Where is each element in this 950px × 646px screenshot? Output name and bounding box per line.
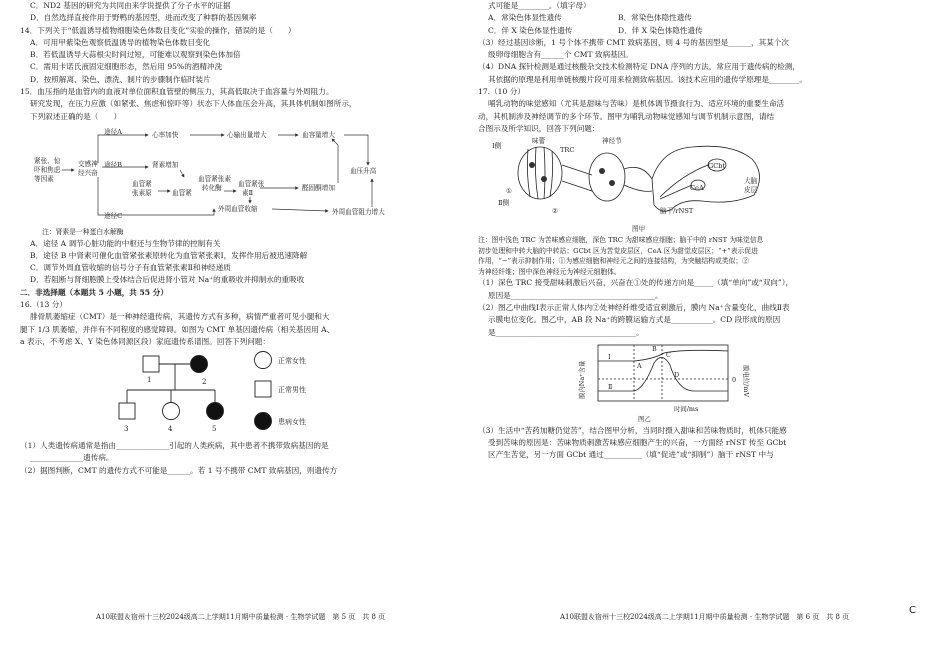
- blood-pressure-mechanism-diagram: [32, 123, 432, 227]
- left-page: [20, 0, 480, 646]
- x-axis-label: 时间/ms: [674, 404, 699, 413]
- side-2-label: Ⅱ侧: [498, 199, 510, 208]
- legend-female-symbol: [255, 352, 272, 369]
- q14-option-b: B．若低温诱导大蒜根尖时间过短，可能难以观察到染色体加倍: [30, 50, 241, 60]
- q15-option-a: A．途径 A 调节心脏功能的中枢还与生物节律的控制有关: [30, 238, 221, 248]
- q16-option-b: B．常染色体隐性遗传: [618, 13, 692, 23]
- q17-sub2-b: 示膜电位变化。图乙中，AB 段 Na⁺的跨膜运输方式是___________。CD 段形成的原因: [488, 315, 781, 325]
- q16-sub3-b: 级卵母细胞含有______个 CMT 致病基因。: [488, 50, 633, 60]
- legend-affected-label: 患病女性: [278, 418, 306, 427]
- heart-rate-node: 心率加快: [152, 130, 179, 139]
- q16-sub4-a: （4）DNA 探针检测是通过核酸杂交技术检测特定 DNA 序列的方法，常应用于遗传病的检测，: [478, 62, 800, 72]
- vasoconstriction-node: 外周血管收缩: [218, 204, 258, 213]
- q17-para-3: 合图示及所学知识，回答下列问题：: [478, 123, 600, 133]
- q17-sub3-a: （3）生活中“苦药加糖仍觉苦”，结合图甲分析，当同时摄入甜味和苦味物质时，机体只能感: [478, 425, 787, 435]
- aldosterone-node: 醛固酮增加: [302, 183, 335, 192]
- q17-para-1: 哺乳动物的味觉感知（尤其是甜味与苦味）是机体调节摄食行为、适应环境的重要生命活: [488, 99, 785, 109]
- stimulus-label-3: 等因素: [34, 174, 54, 183]
- arrow-route-a: [98, 135, 148, 163]
- curve-ii-label: Ⅱ: [608, 382, 613, 391]
- q17-note-4: 为神经纤维；图中深色神经元为神经元细胞体。: [478, 267, 621, 276]
- ganglion-neuron: [609, 180, 615, 186]
- q17-sub1-a: （1）深色 TRC 接受甜味刺激后兴奋，兴奋在①处的传递方向是_____（填“单向”或“双向”），: [478, 278, 794, 288]
- legend-male-symbol: [255, 381, 271, 397]
- q16-sub4-b: 其依据的原理是利用单链核酸片段可用来检测致病基因。该技术应用的遗传学原理是________。: [488, 74, 807, 84]
- q17-para-2: 动，其机制涉及神经调节的多个环节。图甲为哺乳动物味觉感知与调节机制示意图，请结: [478, 111, 775, 121]
- blood-volume-node: 血容量增大: [302, 130, 335, 139]
- pedigree-individual-3: [119, 403, 135, 419]
- q16-sub3-a: （3）经过基因诊断，1 号个体不携带 CMT 致病基因，则 4 号的基因型是______，其某个次: [478, 37, 789, 47]
- fiber-marker-2: ②: [552, 207, 558, 216]
- taste-pathway-figure: [492, 135, 792, 235]
- q13-option-d: D．自然选择直接作用于野鸭的基因型，进而改变了种群的基因频率: [30, 13, 257, 23]
- ganglion-shape: [589, 153, 625, 201]
- q17-note-1: 注：图中浅色 TRC 为苦味感应细胞，深色 TRC 为甜味感应细胞；脑干中的 rNST 为味觉信息: [478, 236, 764, 245]
- angiotensinogen-label-1: 血管紧: [132, 179, 152, 188]
- q15-stem-2: 研究发现，在压力应激（如紧张、焦虑和惊吓等）状态下人体血压会升高，其具体机制如图所示，: [30, 99, 357, 109]
- stimulus-label-2: 吓和焦虑: [34, 165, 61, 174]
- ganglion-neuron: [599, 168, 605, 174]
- q15-option-c: C．调节外周血管收缩的信号分子有血管紧张素Ⅱ和神经递质: [30, 263, 231, 273]
- pedigree-individual-1: [143, 356, 159, 372]
- q17-sub3-c: 区产生苦觉，另一方面 GCbt 通过__________（填“促进”或“抑制”）脑干 rNST 中与: [488, 450, 774, 460]
- legend-affected-symbol: [255, 413, 272, 430]
- q15-option-d: D．若阻断与肾细胞膜上受体结合后促进肾小管对 Na⁺的重吸收并抑制水的重吸收: [30, 275, 305, 285]
- right-page: [478, 0, 938, 646]
- point-c-label: C: [666, 350, 671, 359]
- legend-female-label: 正常女性: [278, 357, 306, 366]
- angiotensin-1-node: 血管紧: [172, 188, 192, 197]
- taste-bud-shape: [518, 147, 562, 199]
- q16-sub1-a: （1）人类遗传病通常是指由______________引起的人类疾病，其中患者不携带致病基因的是: [20, 441, 329, 451]
- y-left-label: 膜内Na⁺含量: [578, 360, 586, 399]
- q17-sub2-a: （2）图乙中曲线Ⅰ表示正常人体内②处神经纤维受适宜刺激后，膜内 Na⁺含量变化，曲线Ⅱ表: [478, 302, 790, 312]
- pedigree-individual-2: [191, 356, 208, 373]
- q16-options-row-2: [478, 25, 938, 37]
- sympathetic-label-2: 经兴奋: [78, 168, 98, 177]
- q17-heading: 17.（10 分）: [478, 87, 525, 97]
- arrow-aldo-volume: [332, 139, 338, 183]
- q16-cont: 式可能是________。（填字母）: [488, 1, 591, 10]
- taste-receptor-cells: [527, 147, 552, 199]
- q17-sub2-c: 是_____________________________________。: [488, 327, 644, 337]
- sweet-trc-cell: [529, 162, 535, 168]
- q16-sub2: （2）据图判断，CMT 的遗传方式不可能是______。若 1 号不携带 CMT 致病基因，则遗传方: [20, 465, 338, 475]
- q17-sub3-b: 受到苦味的原因是：苦味物质刺激苦味感应细胞产生的兴奋，一方面经 rNST 传至 GCbt: [488, 438, 787, 448]
- ganglion-label: 神经节: [602, 137, 622, 146]
- angiotensin-2-label-2: 素Ⅱ: [242, 188, 254, 197]
- figure-b-caption: 图乙: [638, 414, 651, 423]
- left-footer: A10联盟＆宿州十三校2024级高二上学期11月期中质量检测 · 生物学试题 第 5 页 共 8 页: [96, 613, 386, 621]
- bp-rise-node: 血压升高: [350, 166, 377, 175]
- resistance-node: 外周血管阻力增大: [332, 207, 385, 216]
- cardiac-output-node: 心输出量增大: [227, 130, 267, 139]
- cortex-label-1: 大脑: [744, 177, 758, 186]
- q16-sub1-b: ______________遗传病。: [30, 453, 114, 463]
- y-right-label: 膜电位/mV: [742, 364, 750, 397]
- point-b-label: B: [652, 344, 657, 353]
- arrow-renin: [180, 170, 184, 177]
- q14-stem: 14．下列关于“低温诱导植物细胞染色体数目变化”实验的操作，错误的是（ ）: [20, 25, 296, 35]
- pedigree-chart: [20, 348, 460, 440]
- q14-option-d: D．按照解离、染色、漂洗、制片的步骤制作临时装片: [30, 74, 211, 84]
- ace-label-1: 血管紧张素: [198, 174, 231, 183]
- taste-nerve-fibers: [562, 165, 592, 191]
- sweet-trc-cell: [541, 176, 547, 182]
- cortex-label-2: 皮层: [744, 186, 758, 195]
- ganglion-projections: [624, 168, 652, 192]
- angiotensin-2-label-1: 血管紧张: [238, 179, 265, 188]
- q16-option-c: C．伴 X 染色体显性遗传: [488, 25, 573, 35]
- q17-note-3: 作用，“−”表示抑制作用；①为感应细胞和神经元之间的连接结构，为突触结构或类似；②: [478, 257, 749, 266]
- q16-para-1: 腓骨肌萎缩症（CMT）是一种神经遗传病，其遗传方式有多种，病情严重者可见小腿和大: [30, 312, 330, 322]
- q14-option-c: C．需用卡诺氏液固定细胞形态，然后用 95%的酒精冲洗: [30, 62, 223, 72]
- stimulus-label-1: 紧张、惊: [34, 156, 61, 165]
- brainstem-label: 脑干/rNST: [660, 207, 694, 216]
- q16-option-a: A．常染色体显性遗传: [488, 13, 562, 23]
- route-b-label: 途径B: [104, 160, 123, 169]
- arrow-vaso-resistance: [272, 209, 328, 211]
- curve-i-label: Ⅰ: [608, 352, 611, 361]
- pedigree-label-2: 2: [202, 378, 207, 387]
- arrow-route-c: [98, 177, 214, 215]
- sympathetic-label-1: 交感神: [78, 159, 98, 168]
- brain-pathways: [660, 165, 708, 199]
- point-d-label: D: [674, 370, 680, 379]
- renin-node: 肾素增加: [152, 160, 179, 169]
- pedigree-label-5: 5: [212, 425, 217, 434]
- curve-i-sodium: [598, 350, 728, 361]
- corner-mark: C: [909, 605, 916, 616]
- figure-a-caption: 图甲: [632, 225, 646, 234]
- pedigree-individual-4: [163, 403, 180, 420]
- q15-stem-1: 15．血压指的是血管内的血液对单位面积血管壁的侧压力，其高低取决于血容量与外周阻力。: [20, 87, 334, 97]
- pedigree-label-3: 3: [124, 425, 129, 434]
- q13-option-c: C．ND2 基因的研究为共同由来学说提供了分子水平的证据: [30, 1, 231, 10]
- pedigree-label-1: 1: [147, 376, 152, 385]
- q17-sub1-b: 原因是______________________________________。: [488, 290, 663, 300]
- q17-note-2: 初步处理和中转大脑的中转站；GCbt 区为苦觉皮层区，CeA 区为甜觉皮层区；“+”表示促进: [478, 246, 758, 255]
- cea-label: CeA: [690, 184, 704, 193]
- route-a-label: 途径A: [104, 127, 122, 136]
- q15-option-b: B．途径 B 中肾素可催化血管紧张素原转化为血管紧张素Ⅰ，发挥作用后被迅速降解: [30, 250, 308, 260]
- q16-option-d: D．伴 X 染色体隐性遗传: [618, 25, 703, 35]
- taste-bud-label: 味蕾: [532, 137, 546, 146]
- q16-para-3: a 表示，不考虑 X、Y 染色体同源区段）家庭遗传系谱图。回答下列问题：: [20, 336, 270, 346]
- zero-tick: 0: [732, 375, 737, 384]
- pedigree-label-4: 4: [168, 425, 173, 434]
- q15-note: 注：肾素是一种蛋白水解酶: [42, 227, 124, 236]
- legend-male-label: 正常男性: [278, 386, 306, 395]
- trc-label: TRC: [560, 146, 575, 155]
- pedigree-individual-5: [207, 403, 224, 420]
- synapse-marker-1: ①: [506, 187, 512, 196]
- q14-option-a: A．可用甲紫染色观察低温诱导的植物染色体数目变化: [30, 37, 211, 47]
- arrow-volume-bp: [344, 135, 368, 165]
- gcbt-label: GCbt: [708, 162, 726, 171]
- ace-label-2: 转化酶: [202, 183, 222, 192]
- angiotensinogen-label-2: 张素原: [132, 188, 152, 197]
- q15-stem-3: 下列叙述正确的是（ ）: [30, 111, 122, 121]
- route-c-label: 途径C: [104, 211, 123, 220]
- section-2-heading: 二．非选择题（本题共 5 小题，共 55 分）: [20, 287, 168, 297]
- action-potential-figure: [574, 339, 874, 425]
- q16-heading: 16.（13 分）: [20, 299, 67, 309]
- right-footer: A10联盟＆宿州十三校2024级高二上学期11月期中质量检测 · 生物学试题 第 6 页 共 8 页: [560, 613, 850, 621]
- point-a-label: A: [637, 361, 642, 370]
- side-1-label: Ⅰ侧: [492, 142, 502, 151]
- curve-ii-potential: [598, 357, 728, 391]
- q16-options-row-1: [478, 12, 938, 24]
- q16-para-2: 腿下 1/3 肌萎缩，并伴有不同程度的感觉障碍。如图为 CMT 单基因遗传病（相关基因用 A、: [20, 324, 335, 334]
